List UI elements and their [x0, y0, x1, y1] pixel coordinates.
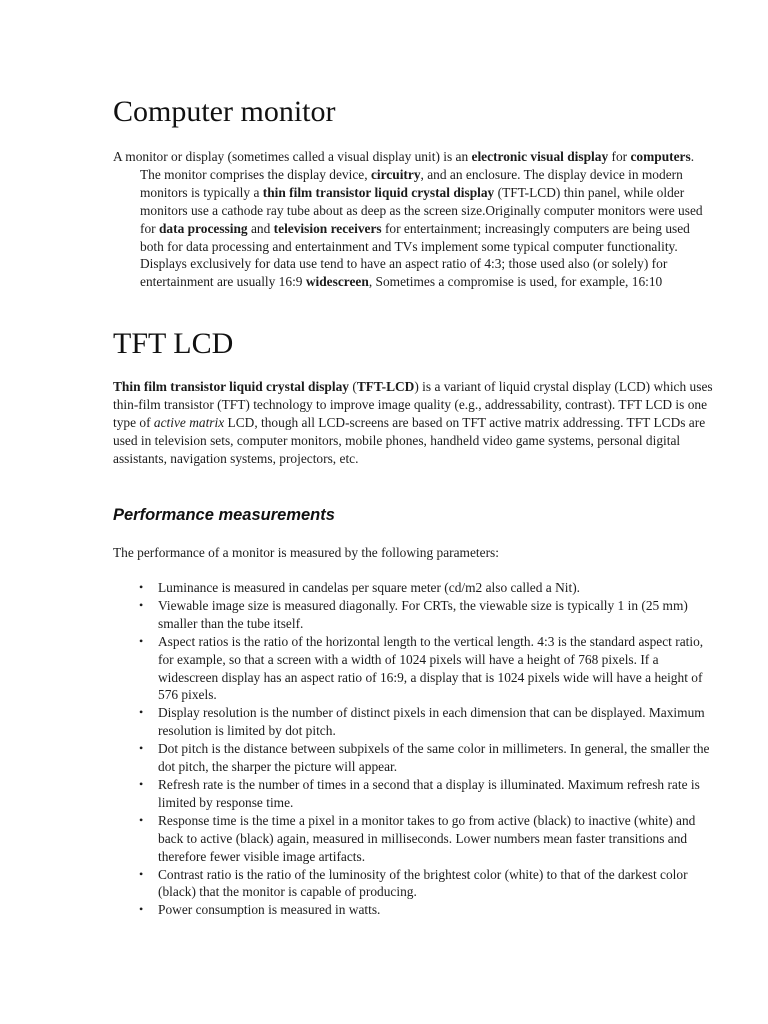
- paragraph-computer-monitor: [113, 148, 713, 291]
- bullet-icon: •: [139, 597, 144, 612]
- bold-term-television-receivers: television receivers: [273, 220, 382, 236]
- text-run: , Sometimes a compromise is used, for example, 16:10: [368, 274, 663, 290]
- list-item: [113, 633, 713, 705]
- bullet-icon: •: [139, 776, 144, 791]
- text-run: LCD, though all LCD-screens are based on TFT active matrix addressing. TFT LCDs are used in television sets, computer monitors, mobile phones, handheld video game systems, personal digital assistants, navigation systems, projectors, etc.: [113, 414, 706, 466]
- heading-tft-lcd: TFT LCD: [113, 327, 234, 360]
- list-item: [113, 901, 713, 919]
- bold-term-widescreen: widescreen: [305, 274, 369, 290]
- list-item-text: Refresh rate is the number of times in a second that a display is illuminated. Maximum refresh rate is limited by response time.: [158, 776, 700, 810]
- bold-term-circuitry: circuitry: [370, 166, 421, 182]
- list-item: [113, 740, 713, 776]
- list-item: [113, 776, 713, 812]
- list-item: [113, 812, 713, 866]
- list-item-text: Power consumption is measured in watts.: [158, 902, 381, 918]
- italic-term-active-matrix: active matrix: [153, 414, 225, 430]
- bold-term-tft-lcd-abbr: TFT-LCD: [356, 379, 415, 394]
- text-run: (TFT-LCD) thin panel, while older monitors use a cathode ray tube about as deep as the screen size.Originally computer monitors were used for: [140, 184, 703, 236]
- list-item-text: Viewable image size is measured diagonally. For CRTs, the viewable size is typically 1 in (25 mm) smaller than the tube itself.: [158, 597, 688, 631]
- parameter-list: [113, 579, 713, 919]
- list-item: [113, 579, 713, 597]
- bullet-icon: •: [139, 812, 144, 827]
- bullet-icon: •: [139, 580, 144, 594]
- text-run: for: [608, 149, 631, 164]
- list-item-text: Luminance is measured in candelas per square meter (cd/m2 also called a Nit).: [158, 580, 581, 595]
- text-run: A monitor or display (sometimes called a visual display unit) is an: [113, 149, 472, 164]
- bullet-icon: •: [139, 705, 144, 720]
- text-run: . The monitor comprises the display device,: [140, 149, 695, 182]
- bold-term-tft-lcd-full: Thin film transistor liquid crystal display: [113, 379, 349, 394]
- list-item: [113, 866, 713, 902]
- bullet-icon: •: [139, 902, 144, 917]
- list-item: [113, 704, 713, 740]
- list-item: [113, 597, 713, 633]
- list-item-text: Display resolution is the number of distinct pixels in each dimension that can be displayed. Maximum resolution is limited by dot pitch.: [158, 705, 705, 739]
- text-run: , and an enclosure. The display device in modern monitors is typically a: [140, 166, 683, 200]
- paragraph-performance-intro: The performance of a monitor is measured by the following parameters:: [113, 545, 499, 560]
- bold-term-computers: computers: [630, 149, 691, 164]
- text-run: ) is a variant of liquid crystal display (LCD) which uses thin-film transistor (TFT) technology to improve image quality (e.g., addressability, contrast). TFT LCD is one type of: [113, 379, 713, 430]
- list-item-text: Aspect ratios is the ratio of the horizontal length to the vertical length. 4:3 is the standard aspect ratio, for example, so that a screen with a width of 1024 pixels will have a height of 768 pixels. If a widescreen display has an aspect ratio of 16:9, a display that is 1024 pixels wide will have a height of 576 pixels.: [158, 633, 704, 703]
- paragraph-tft-lcd: [113, 378, 713, 468]
- text-run: and: [247, 220, 274, 236]
- list-item-text: Dot pitch is the distance between subpixels of the same color in millimeters. In general, the smaller the dot pitch, the sharper the picture will appear.: [158, 741, 710, 775]
- bold-term-electronic-visual-display: electronic visual display: [471, 149, 609, 164]
- list-item-text: Contrast ratio is the ratio of the luminosity of the brightest color (white) to that of the darkest color (black) that the monitor is capable of producing.: [158, 866, 688, 900]
- heading-computer-monitor: Computer monitor: [113, 95, 336, 128]
- bold-term-tft-lcd: thin film transistor liquid crystal display: [262, 184, 495, 200]
- heading-performance-measurements: Performance measurements: [113, 506, 335, 524]
- list-item-text: Response time is the time a pixel in a monitor takes to go from active (black) to inactive (white) and back to active (black) again, measured in milliseconds. Lower numbers mean faster transitions and therefore fewer visible image artifacts.: [158, 812, 696, 864]
- text-run: (: [349, 379, 357, 394]
- bullet-icon: •: [139, 866, 144, 881]
- bullet-icon: •: [139, 741, 144, 756]
- text-run: for entertainment; increasingly computers are being used both for data processing and entertainment and TVs implement some typical computer functionality. Displays exclusively for data use tend to have an aspect ratio of 4:3; those used also (or solely) for entertainment are usually 16:9: [140, 220, 690, 290]
- bullet-icon: •: [139, 633, 144, 648]
- bold-term-data-processing: data processing: [158, 220, 248, 236]
